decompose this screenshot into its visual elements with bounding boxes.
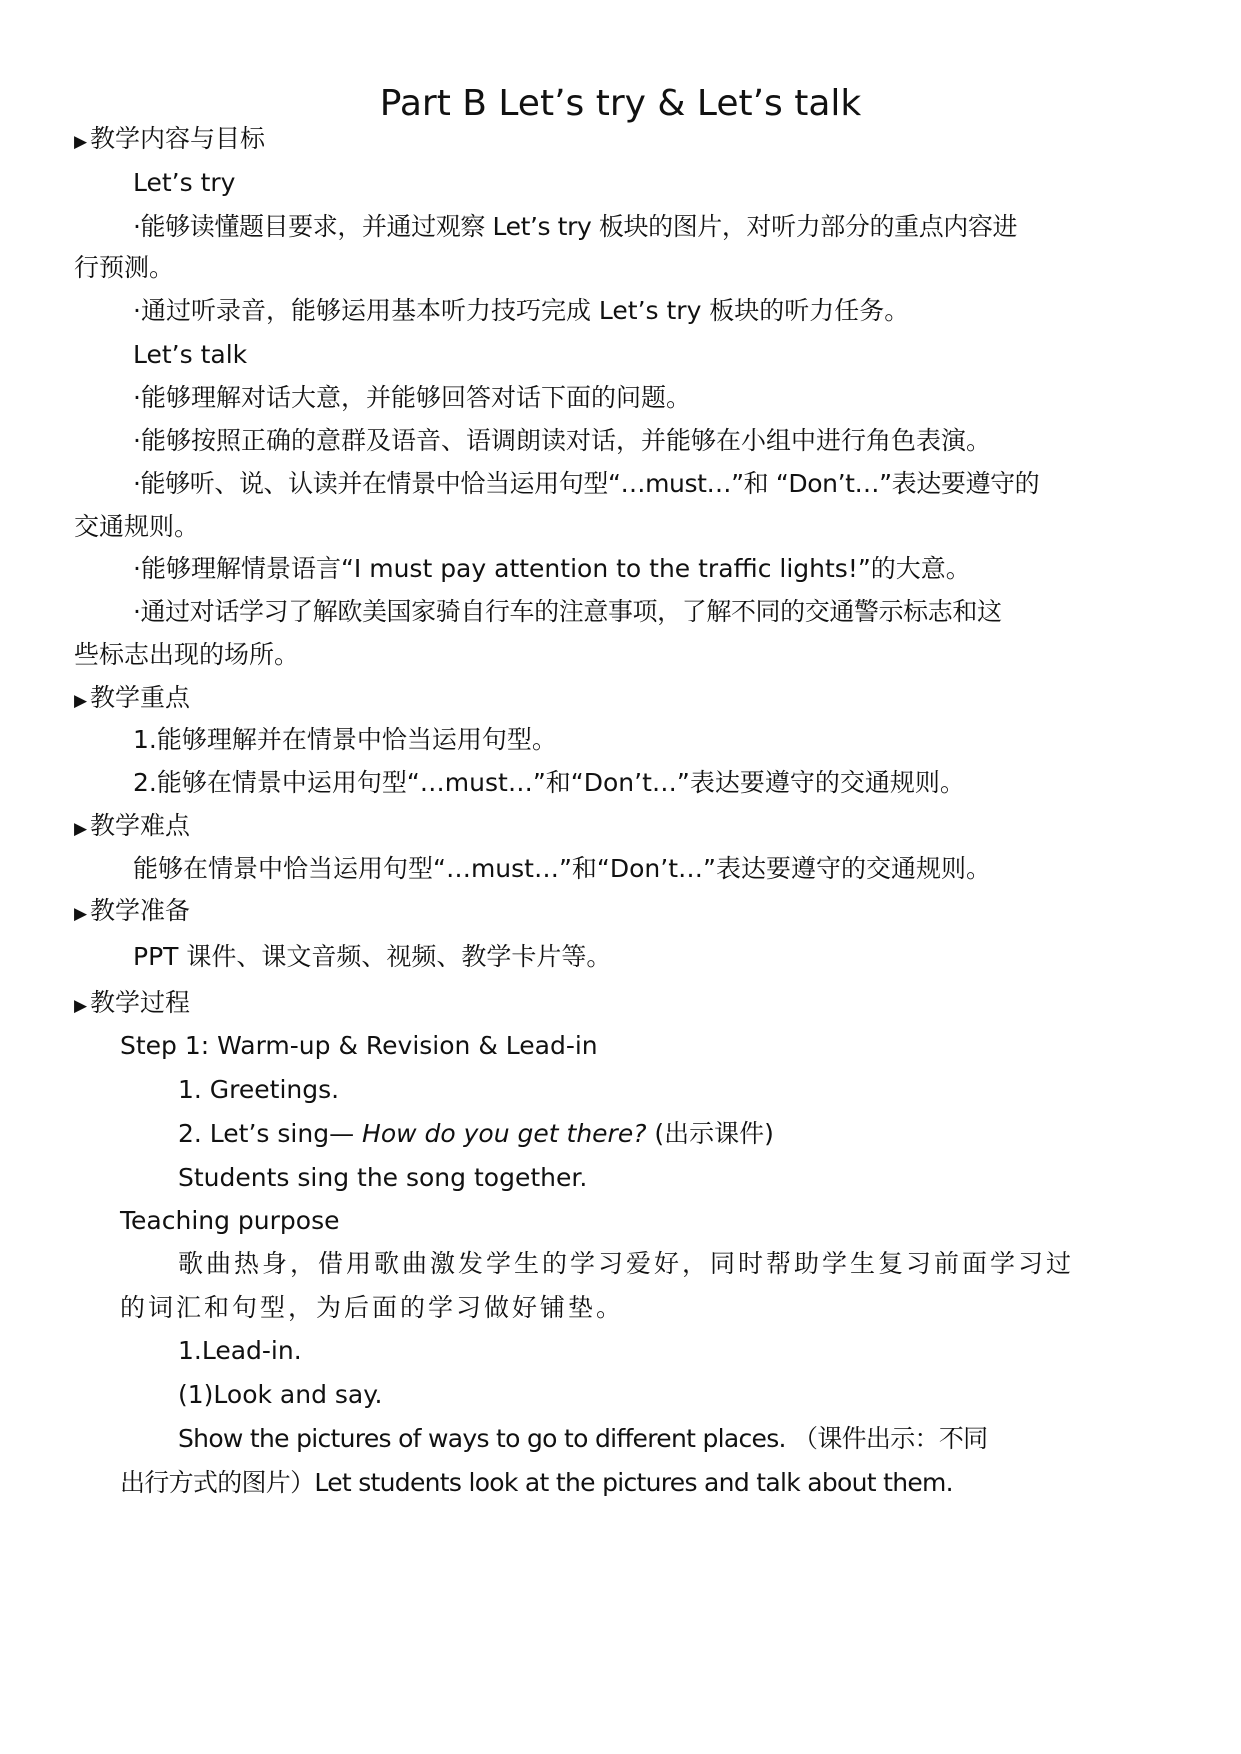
goal-text: 行预测。 bbox=[74, 253, 175, 282]
teaching-purpose-heading: Teaching purpose bbox=[120, 1206, 340, 1235]
triangle-bullet-icon: ▶ bbox=[74, 132, 88, 152]
goal-text: ·通过对话学习了解欧美国家骑自行车的注意事项，了解不同的交通警示标志和这 bbox=[133, 597, 1002, 626]
step-item: Students sing the song together. bbox=[178, 1163, 588, 1192]
page-title: Part B Let’s try & Let’s talk bbox=[379, 83, 862, 124]
triangle-bullet-icon: ▶ bbox=[74, 691, 88, 711]
triangle-bullet-icon: ▶ bbox=[74, 819, 88, 839]
teaching-purpose-text: 的词汇和句型，为后面的学习做好铺垫。 bbox=[120, 1293, 625, 1322]
section-heading-preparation: ▶ 教学准备 bbox=[74, 893, 190, 932]
preparation-item: PPT 课件、课文音频、视频、教学卡片等。 bbox=[133, 942, 612, 971]
step-heading: Step 1: Warm-up & Revision & Lead-in bbox=[120, 1031, 598, 1060]
step-item: 1.Lead-in. bbox=[178, 1336, 302, 1365]
subheading-lets-try: Let’s try bbox=[133, 168, 236, 197]
step-item: (1)Look and say. bbox=[178, 1380, 383, 1409]
section-heading-content-goals: ▶ 教学内容与目标 bbox=[74, 121, 265, 160]
triangle-bullet-icon: ▶ bbox=[74, 996, 88, 1016]
teaching-purpose-text: 歌曲热身，借用歌曲激发学生的学习爱好，同时帮助学生复习前面学习过 bbox=[178, 1249, 1075, 1278]
step-item: 2. Let’s sing— How do you get there? (出示课件) bbox=[178, 1119, 774, 1148]
subheading-lets-talk: Let’s talk bbox=[133, 340, 248, 369]
goal-text: ·能够读懂题目要求，并通过观察 Let’s try 板块的图片，对听力部分的重点内容进 bbox=[133, 212, 1018, 241]
goal-text: ·能够理解情景语言“I must pay attention to the traffic lights!”的大意。 bbox=[133, 554, 971, 583]
triangle-bullet-icon: ▶ bbox=[74, 904, 88, 924]
goal-text: 些标志出现的场所。 bbox=[74, 640, 300, 669]
step-item: 1. Greetings. bbox=[178, 1075, 340, 1104]
step-item: Show the pictures of ways to go to different places. （课件出示：不同 bbox=[178, 1424, 988, 1453]
goal-text: ·能够理解对话大意，并能够回答对话下面的问题。 bbox=[133, 383, 691, 412]
section-heading-difficulties: ▶ 教学难点 bbox=[74, 808, 190, 847]
goal-text: ·能够听、说、认读并在情景中恰当运用句型“…must…”和 “Don’t…”表达要遵守的 bbox=[133, 469, 1040, 498]
key-point-item: 2.能够在情景中运用句型“…must…”和“Don’t…”表达要遵守的交通规则。 bbox=[133, 768, 965, 797]
section-heading-key-points: ▶ 教学重点 bbox=[74, 680, 190, 719]
step-item: 出行方式的图片）Let students look at the pictures and talk about them. bbox=[120, 1468, 953, 1497]
goal-text: ·能够按照正确的意群及语音、语调朗读对话，并能够在小组中进行角色表演。 bbox=[133, 426, 991, 455]
section-heading-process: ▶ 教学过程 bbox=[74, 985, 190, 1024]
goal-text: ·通过听录音，能够运用基本听力技巧完成 Let’s try 板块的听力任务。 bbox=[133, 296, 910, 325]
goal-text: 交通规则。 bbox=[74, 512, 200, 541]
difficulty-item: 能够在情景中恰当运用句型“…must…”和“Don’t…”表达要遵守的交通规则。 bbox=[133, 854, 991, 883]
song-title: How do you get there? bbox=[362, 1119, 647, 1148]
key-point-item: 1.能够理解并在情景中恰当运用句型。 bbox=[133, 725, 557, 754]
